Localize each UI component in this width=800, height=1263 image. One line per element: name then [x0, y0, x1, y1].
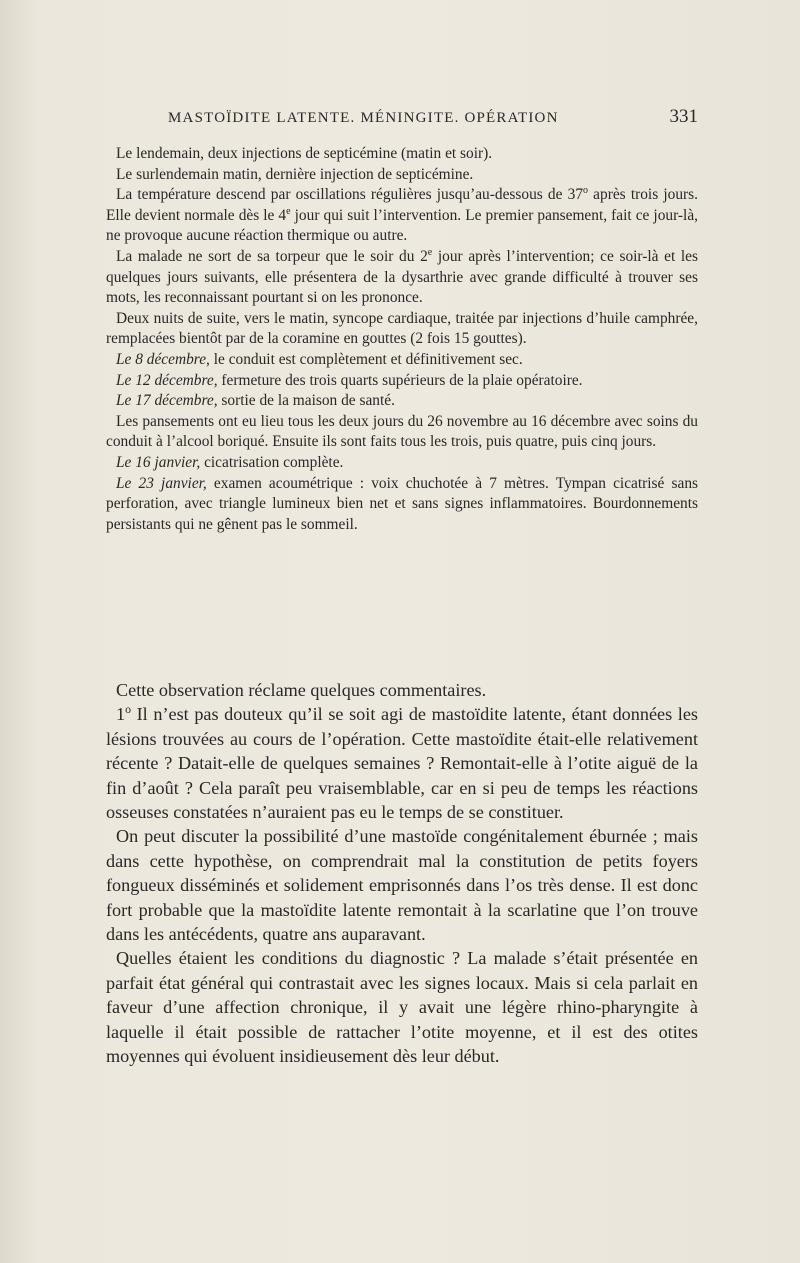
page-number: 331: [669, 106, 698, 127]
paragraph: Quelles étaient les conditions du diagnostic ? La malade s’était présentée en parfait état général qui contrastait avec les signes locaux. Mais si cela parlait en faveur d’une affection chronique, il y avait une légère rhino-pharyngite à laquelle il était possible de rattacher l’otite moyenne, et il est des otites moyennes qui évoluent insidieusement dès leur début.: [106, 948, 698, 1067]
running-title: MASTOÏDITE LATENTE. MÉNINGITE. OPÉRATION: [168, 110, 559, 126]
paragraph: Le 23 janvier, examen acoumétrique : voix chuchotée à 7 mètres. Tympan cicatrisé sans perforation, avec triangle lumineux bien net et sans signes inflammatoires. Bourdonnements persistants qui ne gênent pas le sommeil.: [106, 474, 699, 533]
paragraph: Le 12 décembre, fermeture des trois quarts supérieurs de la plaie opératoire.: [116, 371, 583, 389]
paragraph: Le 8 décembre, le conduit est complètement et définitivement sec.: [116, 350, 523, 368]
paragraph: Le 16 janvier, cicatrisation complète.: [116, 453, 344, 471]
paragraph: Le 17 décembre, sortie de la maison de santé.: [116, 392, 395, 410]
paragraph: On peut discuter la possibilité d’une mastoïde congénitalement éburnée ; mais dans cette hypothèse, on comprendrait mal la constitution de petits foyers fongueux disséminés et solidement emprisonnés dans l’os très dense. Il est donc fort probable que la mastoïdite latente remontait à la scarlatine que l’on trouve dans les antécédents, quatre ans auparavant.: [106, 826, 698, 945]
paragraph: La malade ne sort de sa torpeur que le soir du 2e jour après l’intervention; ce soir-là et les quelques jours suivants, elle présentera de la dysarthrie avec grande difficulté à trouver ses mots, les reconnaissant pourtant si on les prononce.: [106, 246, 698, 307]
paragraph: 1$^o$ Il n’est pas douteux qu’il se soit agi de mastoïdite latente, étant données les lésions trouvées au cours de l’opération. Cette mastoïdite était-elle relativement récente ? Datait-elle de quelques semaines ? Remontait-elle à l’otite aiguë de la fin d’août ? Cela paraît peu vraisemblable, car en si peu de temps les réactions osseuses constatées n’auraient pas eu le temps de se constituer.: [106, 702, 698, 823]
paragraph: Deux nuits de suite, vers le matin, syncope cardiaque, traitée par injections d’huile camphrée, remplacées bientôt par de la coramine en gouttes (2 fois 15 gouttes).: [106, 309, 698, 348]
paragraph: Le surlendemain matin, dernière injection de septicémine.: [116, 165, 474, 183]
observation-block: [106, 144, 698, 535]
paragraph: Le lendemain, deux injections de septicémine (matin et soir).: [116, 145, 493, 162]
paragraph: La température descend par oscillations régulières jusqu’au-dessous de 37$^o$ après trois jours. Elle devient normale dès le 4e jour qui suit l’intervention. Le premier pansement, fait ce jour-là, ne provoque aucune réaction thermique ou autre.: [106, 185, 698, 245]
paragraph: Cette observation réclame quelques commentaires.: [116, 680, 487, 700]
commentary-block: [106, 678, 698, 1069]
paragraph: Les pansements ont eu lieu tous les deux jours du 26 novembre au 16 décembre avec soins du conduit à l’alcool boriqué. Ensuite ils sont faits tous les trois, puis quatre, puis cinq jours.: [106, 412, 698, 451]
page-header: [108, 106, 698, 128]
